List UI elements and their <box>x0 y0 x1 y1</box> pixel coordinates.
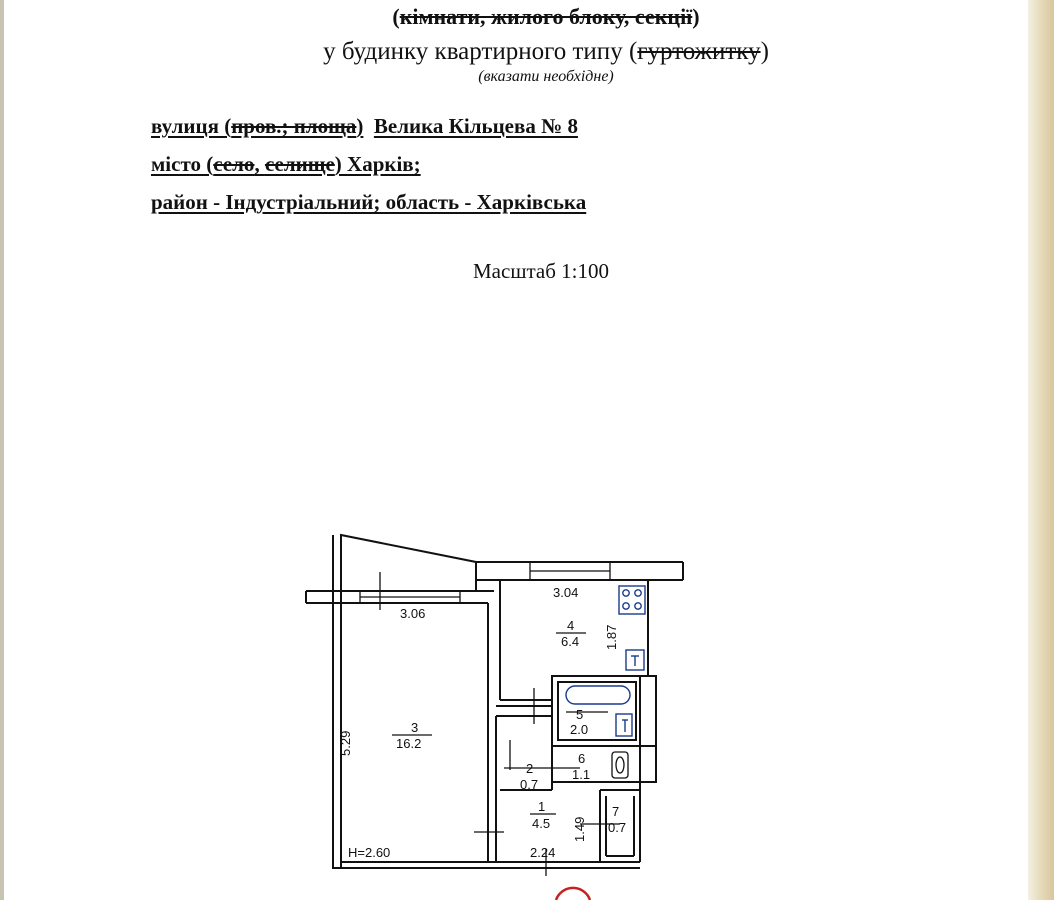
room2-area: 0.7 <box>520 777 539 792</box>
ceiling-height-label: H=2.60 <box>348 845 391 860</box>
header-line-2: у будинку квартирного типу (гуртожитку) <box>323 38 769 65</box>
room3-area: 16.2 <box>396 736 422 751</box>
room5-area: 2.0 <box>570 722 589 737</box>
address-city: місто (село, селище) Харків; <box>151 152 421 176</box>
room1-number: 1 <box>538 799 546 814</box>
room4-width-label: 3.04 <box>553 585 579 600</box>
toilet-icon <box>612 752 628 778</box>
city-value: Харків; <box>347 152 421 176</box>
bathtub-icon <box>566 686 630 704</box>
room1-width-label: 2.24 <box>530 845 556 860</box>
stove-icon <box>619 586 645 614</box>
street-value: Велика Кільцева № 8 <box>373 114 578 138</box>
room3-width-label: 3.06 <box>400 606 426 621</box>
struck-text: гуртожитку <box>637 38 761 65</box>
header-note: (вказати необхідне) <box>478 68 614 85</box>
address-region: район - Індустріальний; область - Харківська <box>151 190 587 214</box>
room6-area: 1.1 <box>572 767 591 782</box>
room4-side-label: 1.87 <box>604 624 619 650</box>
room3-number: 3 <box>411 720 419 735</box>
room7-number: 7 <box>612 804 620 819</box>
struck-text: кімнати, жилого блоку, секції <box>399 4 693 29</box>
address-street: вулиця (пров.; площа) Велика Кільцева № 8 <box>151 114 578 138</box>
header-line-1: (кімнати, жилого блоку, секції) <box>392 4 700 29</box>
room5-number: 5 <box>576 707 584 722</box>
room1-area: 4.5 <box>532 816 551 831</box>
room4-area: 6.4 <box>561 634 580 649</box>
room6-number: 6 <box>578 751 586 766</box>
room4-number: 4 <box>567 618 575 633</box>
washbasin-icon <box>616 714 632 736</box>
room3-length-label: 5.29 <box>338 730 353 756</box>
room2-number: 2 <box>526 761 534 776</box>
room7-area: 0.7 <box>608 820 627 835</box>
scale-label: Масштаб 1:100 <box>473 259 610 283</box>
kitchen-sink-icon <box>626 650 644 670</box>
room1-side-label: 1.49 <box>572 816 587 842</box>
stamp-mark <box>556 888 590 900</box>
